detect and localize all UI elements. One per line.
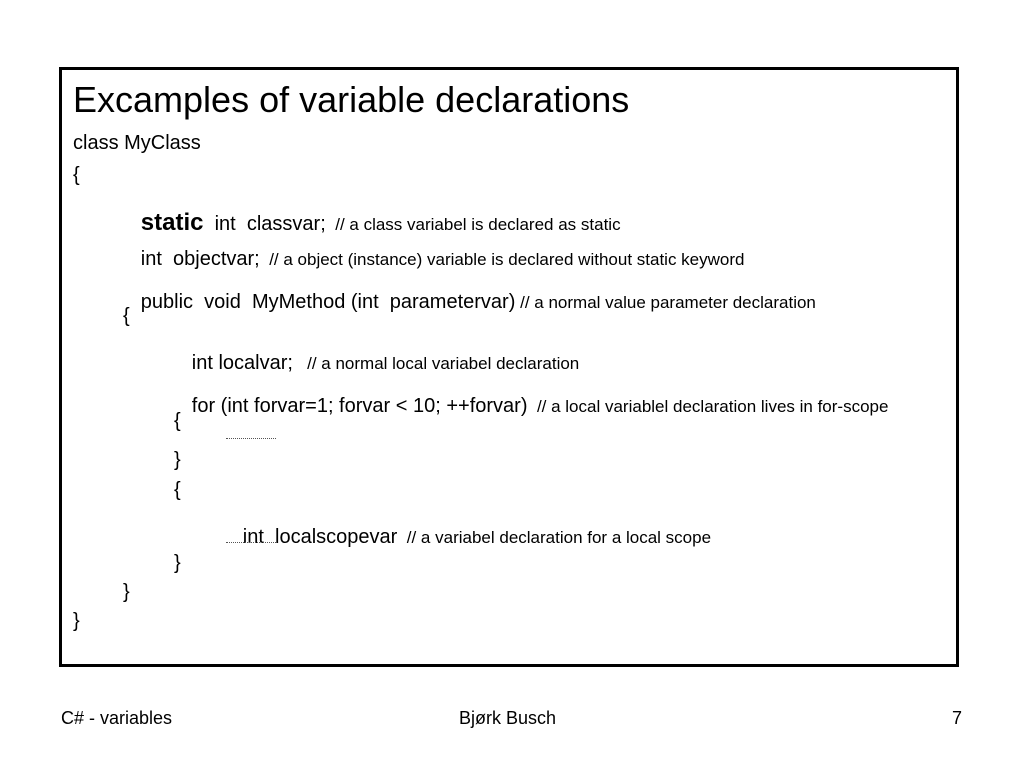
- code-for-line: [174, 380, 888, 432]
- method-declaration: public void MyMethod (int parametervar): [140, 291, 516, 313]
- code-class-close-brace: }: [73, 610, 80, 632]
- ellipsis-dots: [226, 438, 276, 439]
- code-scope-close-brace: }: [174, 552, 181, 574]
- code-scope-open-brace: {: [174, 479, 181, 501]
- footer-course-title: C# - variables: [61, 708, 173, 728]
- local-comment: // a normal local variabel declaration: [307, 354, 580, 373]
- object-declaration: int objectvar;: [140, 248, 260, 270]
- footer-author: Bjørk Busch: [459, 708, 557, 728]
- slide-content-box: [59, 67, 959, 667]
- code-scope-line: [225, 511, 711, 563]
- static-keyword: static: [140, 209, 204, 236]
- scope-declaration: int localscopevar: [242, 526, 398, 548]
- method-comment: // a normal value parameter declaration: [520, 293, 816, 312]
- code-method-line: [123, 276, 816, 328]
- code-open-brace: {: [73, 164, 80, 186]
- code-method-close-brace: }: [123, 581, 130, 603]
- code-for-open-brace: {: [174, 410, 181, 432]
- for-comment: // a local variablel declaration lives in for-scope: [536, 397, 889, 416]
- code-for-close-brace: }: [174, 449, 181, 471]
- slide-title: Excamples of variable declarations: [73, 79, 630, 120]
- local-declaration: int localvar;: [191, 352, 293, 374]
- object-comment: // a object (instance) variable is declared without static keyword: [269, 250, 745, 269]
- code-method-open-brace: {: [123, 305, 130, 327]
- code-class-line: class MyClass: [73, 132, 201, 154]
- static-comment: // a class variabel is declared as static: [335, 215, 621, 234]
- for-declaration: for (int forvar=1; forvar < 10; ++forvar): [191, 395, 528, 417]
- ellipsis-dots: [226, 542, 276, 543]
- footer-page-number: 7: [952, 708, 963, 728]
- static-declaration: int classvar;: [214, 213, 326, 235]
- scope-comment: // a variabel declaration for a local scope: [406, 528, 712, 547]
